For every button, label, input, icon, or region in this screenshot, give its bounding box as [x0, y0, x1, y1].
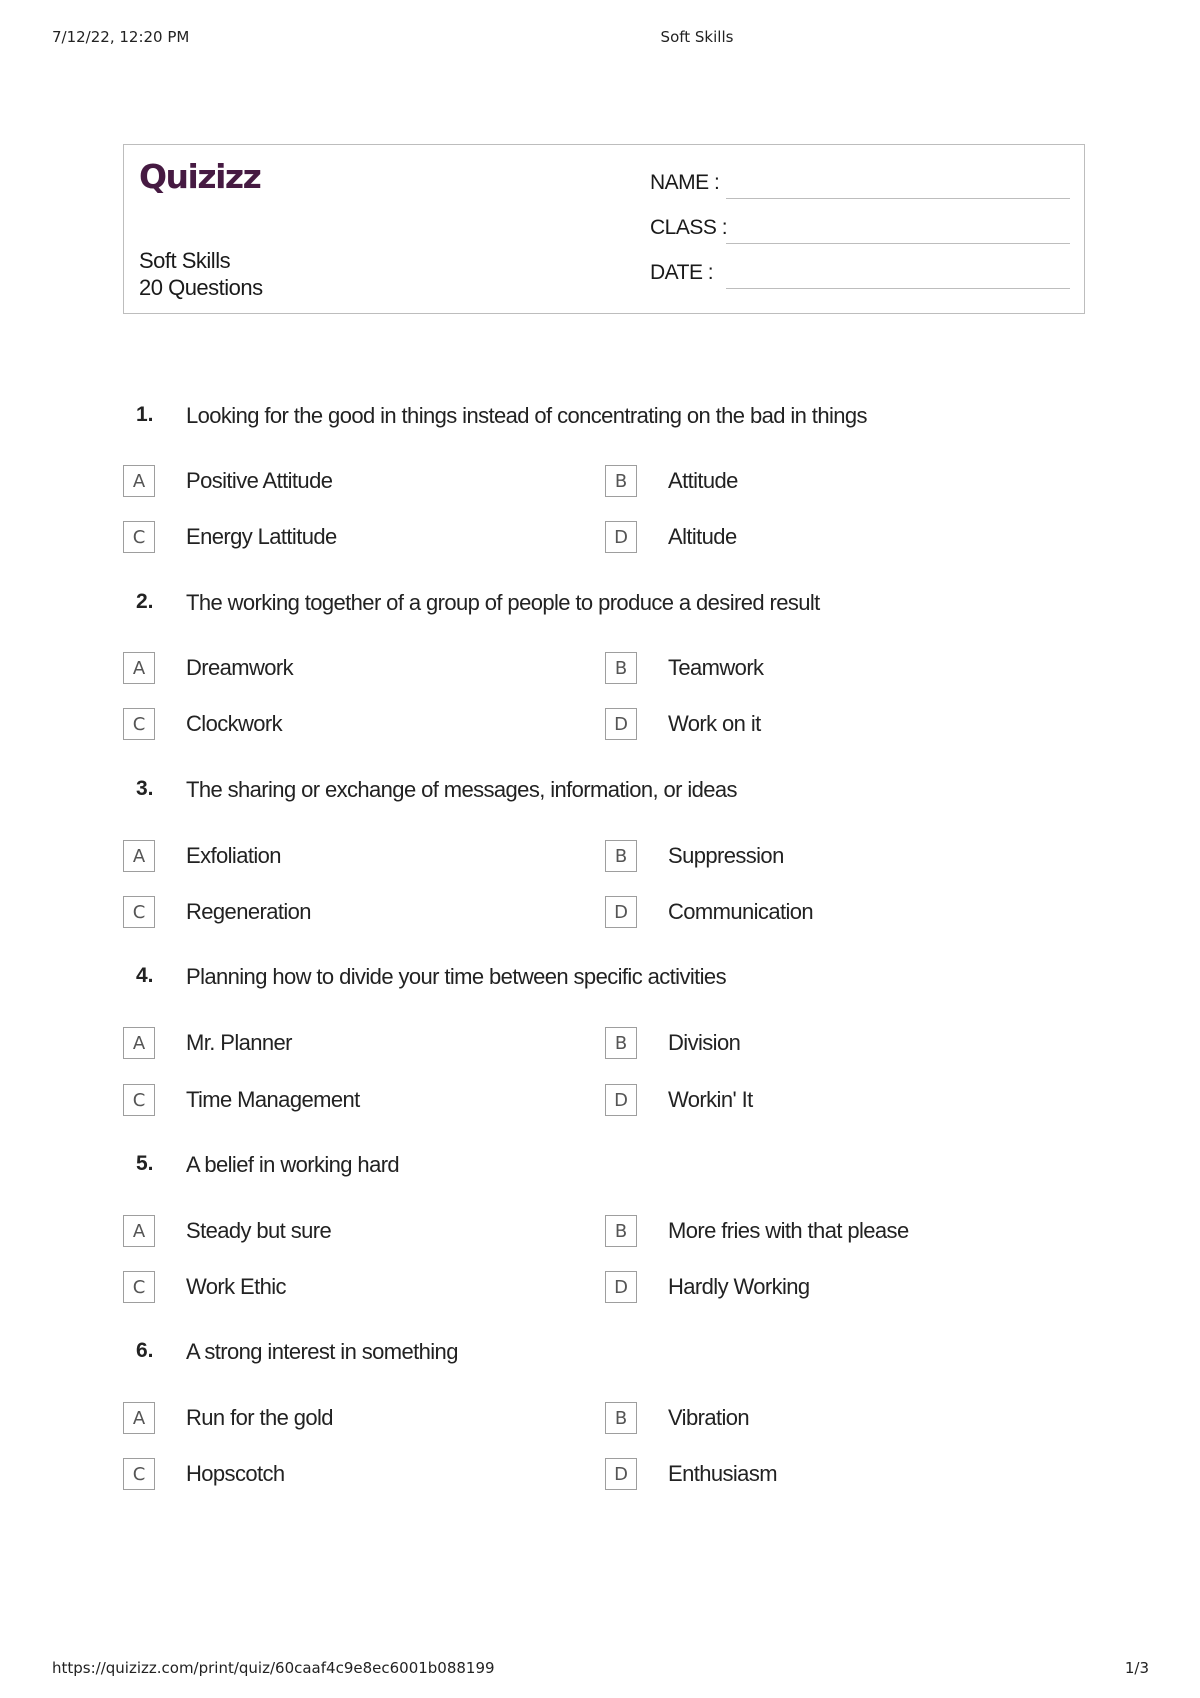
worksheet-header	[123, 144, 1085, 314]
option-letter: D	[605, 1271, 637, 1303]
option-text: Work on it	[668, 711, 761, 736]
option-letter: C	[123, 1271, 155, 1303]
option-c	[123, 1271, 543, 1305]
date-label: DATE :	[650, 261, 714, 284]
question-3	[0, 777, 1200, 817]
option-text: Hopscotch	[186, 1461, 285, 1486]
option-letter: A	[123, 1215, 155, 1247]
option-text: Teamwork	[668, 655, 764, 680]
option-d	[605, 1458, 1025, 1492]
option-text: Clockwork	[186, 711, 283, 736]
option-b	[605, 652, 1025, 686]
option-b	[605, 1215, 1025, 1249]
question-2	[0, 590, 1200, 630]
option-letter: D	[605, 708, 637, 740]
option-letter: C	[123, 1458, 155, 1490]
option-d	[605, 1271, 1025, 1305]
option-letter: C	[123, 1084, 155, 1116]
date-line	[726, 288, 1070, 289]
question-count: 20 Questions	[139, 275, 263, 300]
option-text: Vibration	[668, 1405, 750, 1430]
option-letter: B	[605, 652, 637, 684]
print-url: https://quizizz.com/print/quiz/60caaf4c9e8ec6001b088199	[52, 1659, 495, 1677]
question-5	[0, 1152, 1200, 1192]
question-number: 3.	[136, 777, 154, 800]
question-number: 6.	[136, 1339, 154, 1362]
option-text: Workin' It	[668, 1087, 753, 1112]
option-d	[605, 896, 1025, 930]
option-letter: C	[123, 708, 155, 740]
option-b	[605, 465, 1025, 499]
option-letter: D	[605, 521, 637, 553]
name-field	[650, 169, 1070, 199]
option-text: Mr. Planner	[186, 1030, 292, 1055]
option-text: Positive Attitude	[186, 468, 333, 493]
class-field	[650, 214, 1070, 244]
option-letter: B	[605, 840, 637, 872]
question-text: A belief in working hard	[186, 1152, 400, 1177]
name-line	[726, 198, 1070, 199]
option-d	[605, 1084, 1025, 1118]
option-a	[123, 465, 543, 499]
option-letter: B	[605, 465, 637, 497]
option-text: Enthusiasm	[668, 1461, 777, 1486]
option-text: Communication	[668, 899, 814, 924]
option-b	[605, 1027, 1025, 1061]
option-text: Hardly Working	[668, 1274, 810, 1299]
option-a	[123, 840, 543, 874]
option-b	[605, 840, 1025, 874]
option-letter: C	[123, 896, 155, 928]
quiz-title: Soft Skills	[139, 248, 231, 273]
option-text: Regeneration	[186, 899, 311, 924]
option-a	[123, 1215, 543, 1249]
option-text: Work Ethic	[186, 1274, 286, 1299]
option-c	[123, 1458, 543, 1492]
option-b	[605, 1402, 1025, 1436]
option-letter: D	[605, 1084, 637, 1116]
option-a	[123, 1402, 543, 1436]
name-label: NAME :	[650, 171, 720, 194]
option-text: Attitude	[668, 468, 738, 493]
option-text: Exfoliation	[186, 843, 281, 868]
print-title: Soft Skills	[660, 28, 734, 46]
option-letter: D	[605, 1458, 637, 1490]
option-letter: C	[123, 521, 155, 553]
option-text: Altitude	[668, 524, 737, 549]
option-letter: A	[123, 465, 155, 497]
option-a	[123, 652, 543, 686]
date-field	[650, 259, 1070, 289]
quizizz-logo: Quizizz	[139, 157, 261, 196]
option-letter: A	[123, 652, 155, 684]
question-text: The sharing or exchange of messages, information, or ideas	[186, 777, 737, 802]
print-footer	[0, 1659, 1200, 1681]
question-number: 1.	[136, 403, 154, 426]
option-letter: D	[605, 896, 637, 928]
option-letter: B	[605, 1027, 637, 1059]
question-number: 2.	[136, 590, 154, 613]
option-a	[123, 1027, 543, 1061]
option-letter: A	[123, 1402, 155, 1434]
print-datetime: 7/12/22, 12:20 PM	[52, 28, 190, 46]
option-letter: B	[605, 1215, 637, 1247]
question-number: 5.	[136, 1152, 154, 1175]
question-1	[0, 403, 1200, 443]
option-text: Dreamwork	[186, 655, 294, 680]
class-line	[726, 243, 1070, 244]
option-d	[605, 708, 1025, 742]
option-text: More fries with that please	[668, 1218, 909, 1243]
option-c	[123, 521, 543, 555]
option-text: Energy Lattitude	[186, 524, 337, 549]
option-text: Suppression	[668, 843, 784, 868]
print-header	[0, 28, 1200, 50]
option-letter: A	[123, 1027, 155, 1059]
question-text: A strong interest in something	[186, 1339, 458, 1364]
option-c	[123, 708, 543, 742]
option-c	[123, 896, 543, 930]
option-text: Run for the gold	[186, 1405, 333, 1430]
option-d	[605, 521, 1025, 555]
class-label: CLASS :	[650, 216, 728, 239]
question-6	[0, 1339, 1200, 1379]
option-letter: B	[605, 1402, 637, 1434]
option-letter: A	[123, 840, 155, 872]
option-text: Time Management	[186, 1087, 360, 1112]
option-text: Division	[668, 1030, 741, 1055]
question-text: The working together of a group of people to produce a desired result	[186, 590, 820, 615]
page-number: 1/3	[1124, 1659, 1149, 1677]
question-4	[0, 964, 1200, 1004]
option-text: Steady but sure	[186, 1218, 332, 1243]
question-number: 4.	[136, 964, 154, 987]
question-text: Planning how to divide your time between specific activities	[186, 964, 726, 989]
question-text: Looking for the good in things instead of concentrating on the bad in things	[186, 403, 867, 428]
option-c	[123, 1084, 543, 1118]
